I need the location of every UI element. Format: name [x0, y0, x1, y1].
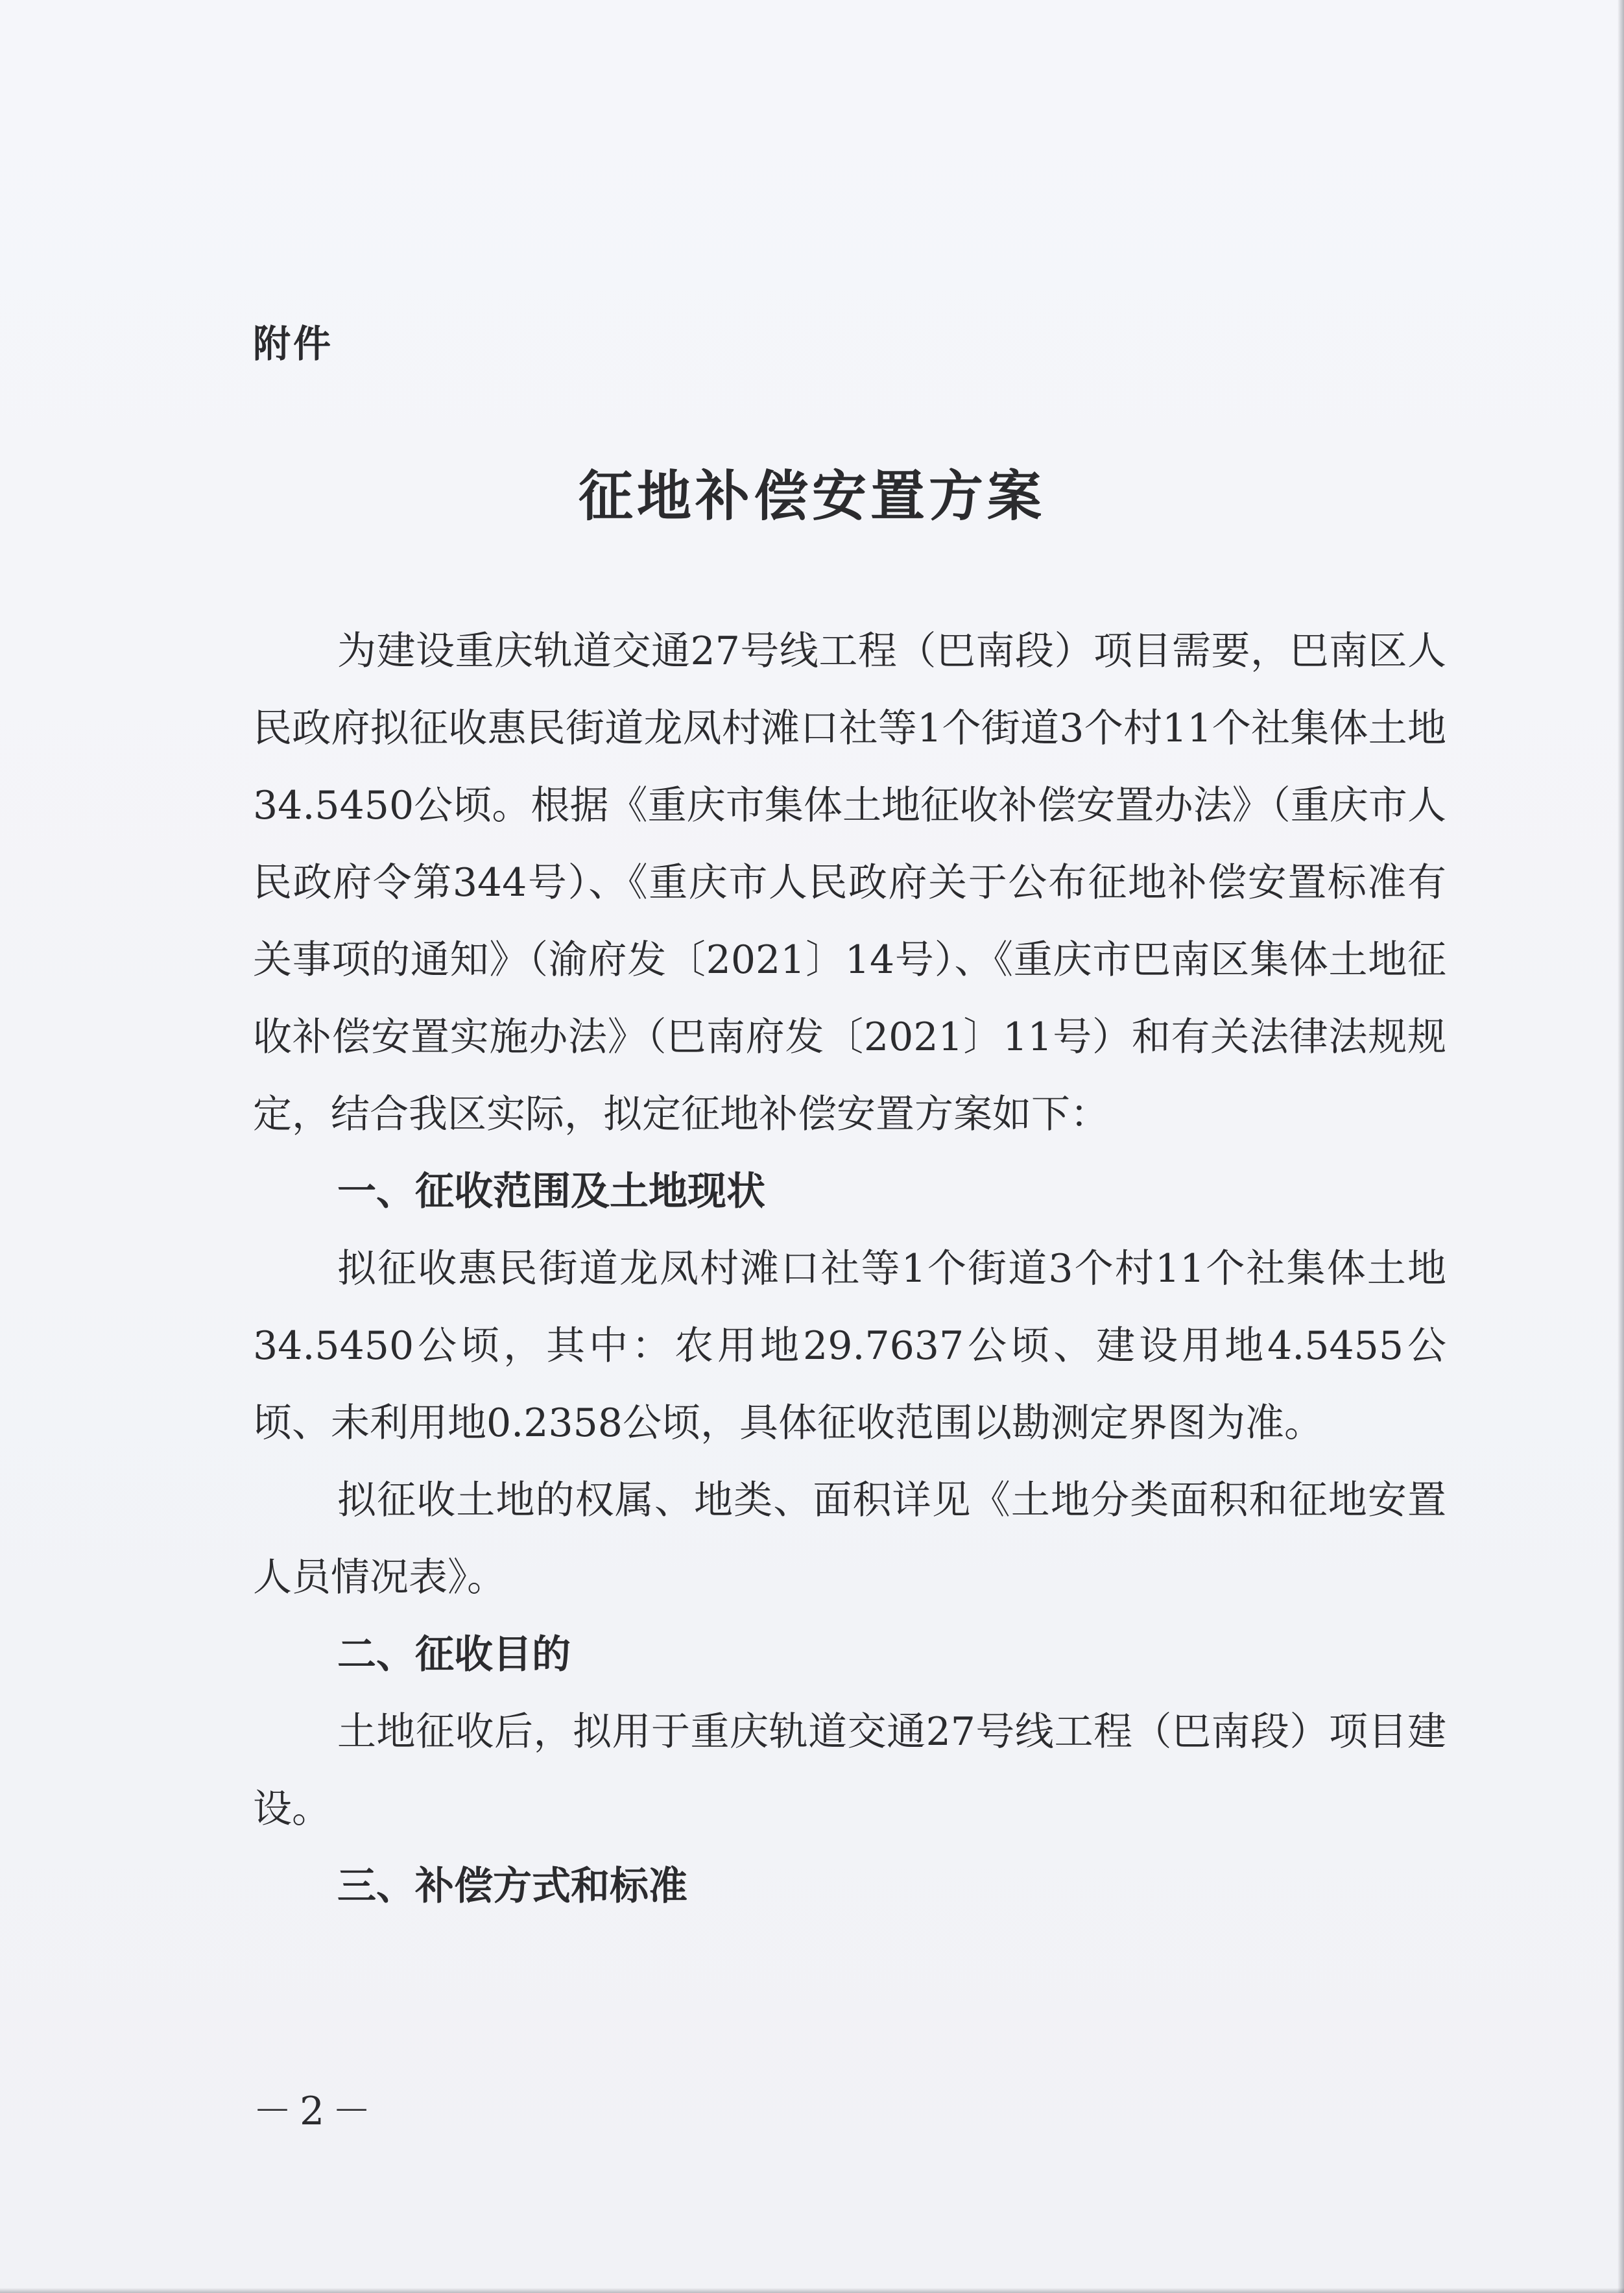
purpose-paragraph: 土地征收后，拟用于重庆轨道交通27号线工程（巴南段）项目建设。 — [253, 1709, 1446, 1832]
scope-paragraph-details: 拟征收土地的权属、地类、面积详见《土地分类面积和征地安置人员情况表》。 — [253, 1478, 1446, 1600]
document-body — [253, 613, 1446, 1925]
page-number: －2－ — [253, 2089, 379, 2134]
intro-paragraph: 为建设重庆轨道交通27号线工程（巴南段）项目需要，巴南区人民政府拟征收惠民街道龙凤村滩口社等1个街道3个村11个社集体土地34.5450公顷。根据《重庆市集体土地征收补偿安置办法》（重庆市人民政府令第344号）、《重庆市人民政府关于公布征地补偿安置标准有关事项的通知》（渝府发〔2021〕14号）、《重庆市巴南区集体土地征收补偿安置实施办法》（巴南府发〔2021〕11号）和有关法律法规规定，结合我区实际，拟定征地补偿安置方案如下： — [253, 629, 1446, 1137]
attachment-label: 附件 — [253, 322, 334, 366]
document-title: 征地补偿安置方案 — [578, 464, 1045, 528]
section-heading-purpose: 二、征收目的 — [337, 1632, 571, 1677]
scan-edge-shadow-bottom — [0, 2288, 1624, 2293]
section-heading-scope: 一、征收范围及土地现状 — [337, 1169, 765, 1214]
section-heading-compensation: 三、补偿方式和标准 — [337, 1864, 687, 1909]
scope-paragraph-area: 拟征收惠民街道龙凤村滩口社等1个街道3个村11个社集体土地34.5450公顷，其中：农用地29.7637公顷、建设用地4.5455公顷、未利用地0.2358公顷，具体征收范围以勘测定界图为准。 — [253, 1246, 1446, 1446]
scan-edge-shadow-right — [1618, 0, 1624, 2293]
